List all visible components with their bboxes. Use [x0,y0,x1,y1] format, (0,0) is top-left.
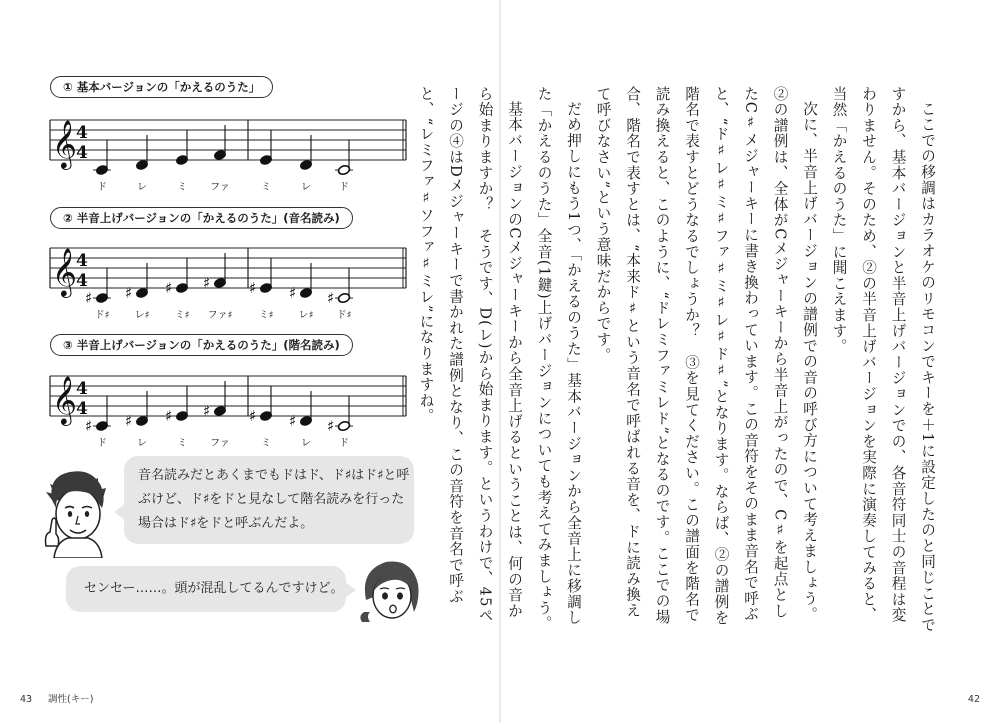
staff-3 [44,362,414,457]
sharp-accidental: ♯ [289,412,297,430]
sharp-accidental: ♯ [203,274,211,292]
note-name-label: レ♯ [134,310,150,321]
note-name-label: ミ [261,438,271,449]
sharp-accidental: ♯ [249,407,257,425]
sharp-accidental: ♯ [289,284,297,302]
treble-clef-icon: 𝄞 [52,247,77,296]
time-signature: 4 [76,379,88,399]
note-name-label: ド [97,438,107,449]
sharp-accidental: ♯ [85,417,93,435]
sharp-accidental: ♯ [125,412,133,430]
student-speech-bubble [66,566,346,612]
note-name-label: ミ [177,438,187,449]
note-name-label: ファ [210,438,230,449]
section-label-2: ② 半音上げバージョンの「かえるのうた」(音名読み) [50,207,353,229]
teacher-bubble-line-3: 場合はド♯をドと呼ぶんだよ。 [138,516,314,531]
page-number-right: 42 [967,694,980,705]
treble-clef-icon: 𝄞 [52,119,77,168]
paragraph-3: だめ押しにもう1つ、「かえるのうた」基本バージョンから全音上に移調した「かえるのうた」全音(1鍵)上げバージョンについても考えてみましょう。 [535,86,582,632]
note-name-label: レ [137,182,147,193]
right-page [417,0,1000,723]
paragraph-4: 基本バージョンのCメジャーキーから全音上げるということは、何の音から始まりますか？ そうです、D(レ)から始まります。というわけで、45ページの④はDメジャーキーで書かれた譜例となり、この音符を音名で呼ぶと、“レミファ♯ソファ♯ミレ”になりますね。 [417,86,523,624]
sharp-accidental: ♯ [125,284,133,302]
teacher-speech-bubble [124,456,414,544]
note-name-label: ファ♯ [207,310,233,321]
note-name-label: レ [301,438,311,449]
note-name-label: ミ♯ [174,310,190,321]
time-signature: 4 [76,123,88,143]
sharp-accidental: ♯ [203,402,211,420]
note-name-label: レ [301,182,311,193]
note-name-label: ファ [210,182,230,193]
page-number-left: 43 [20,694,33,705]
note-name-label: レ♯ [298,310,314,321]
section-label-1: ① 基本バージョンの「かえるのうた」 [50,76,273,98]
teacher-bubble-line-2: ぶけど、ド♯をドと見なして階名読みを行った [138,492,405,507]
sharp-accidental: ♯ [327,417,335,435]
staff-1 [44,106,414,201]
note-name-label: ミ [261,182,271,193]
note-name-label: ド♯ [336,310,352,321]
paragraph-1: ここでの移調はカラオケのリモコンでキーを＋1に設定したのと同じことですから、基本バージョンと半音上げバージョンでの、各音符同士の音程は変わりません。そのため、②の半音上げバージョンを実際に演奏してみると、当然「かえるのうた」に聞こえます。 [830,86,936,633]
note-name-label: ミ [177,182,187,193]
vertical-body-text [411,86,942,634]
sharp-accidental: ♯ [165,407,173,425]
running-title: 調性(キー) [48,694,94,705]
sharp-accidental: ♯ [249,279,257,297]
paragraph-2: 次に、半音上げバージョンの譜例での音の呼び方について考えましょう。②の譜例は、全体がCメジャーキーから半音上がったので、C♯を起点としたC♯メジャーキーに書き換わっています。この音符をそのまま音名で呼ぶと、“ド♯レ♯ミ♯ファ♯ミ♯レ♯ド♯”となります。ならば、②の譜例を階名で表すとどうなるでしょうか？ ③を見てください。この譜面を階名で読み換えると、このように、“ドレミファミレド”となるのです。ここでの場合、階名で表すとは、“本来ド♯という音名で呼ばれる音を、ドに読み換えて呼びなさい”という意味だからです。 [594,86,818,626]
sharp-accidental: ♯ [85,289,93,307]
note-name-label: ド♯ [94,310,110,321]
note-name-label: ミ♯ [258,310,274,321]
teacher-bubble-line-1: 音名読みだとあくまでもドはド、ド♯はド♯と呼 [138,468,410,483]
section-label-3: ③ 半音上げバージョンの「かえるのうた」(階名読み) [50,334,353,356]
sharp-accidental: ♯ [165,279,173,297]
staff-2 [44,234,414,329]
note-name-label: レ [137,438,147,449]
note-name-label: ド [97,182,107,193]
note-name-label: ド [339,182,349,193]
time-signature: 4 [76,143,88,163]
time-signature: 4 [76,251,88,271]
note-name-label: ド [339,438,349,449]
treble-clef-icon: 𝄞 [52,375,77,424]
student-bubble-text: センセー……。頭が混乱してるんですけど。 [84,581,344,596]
sharp-accidental: ♯ [327,289,335,307]
time-signature: 4 [76,399,88,419]
teacher-avatar-icon [38,462,114,558]
time-signature: 4 [76,271,88,291]
